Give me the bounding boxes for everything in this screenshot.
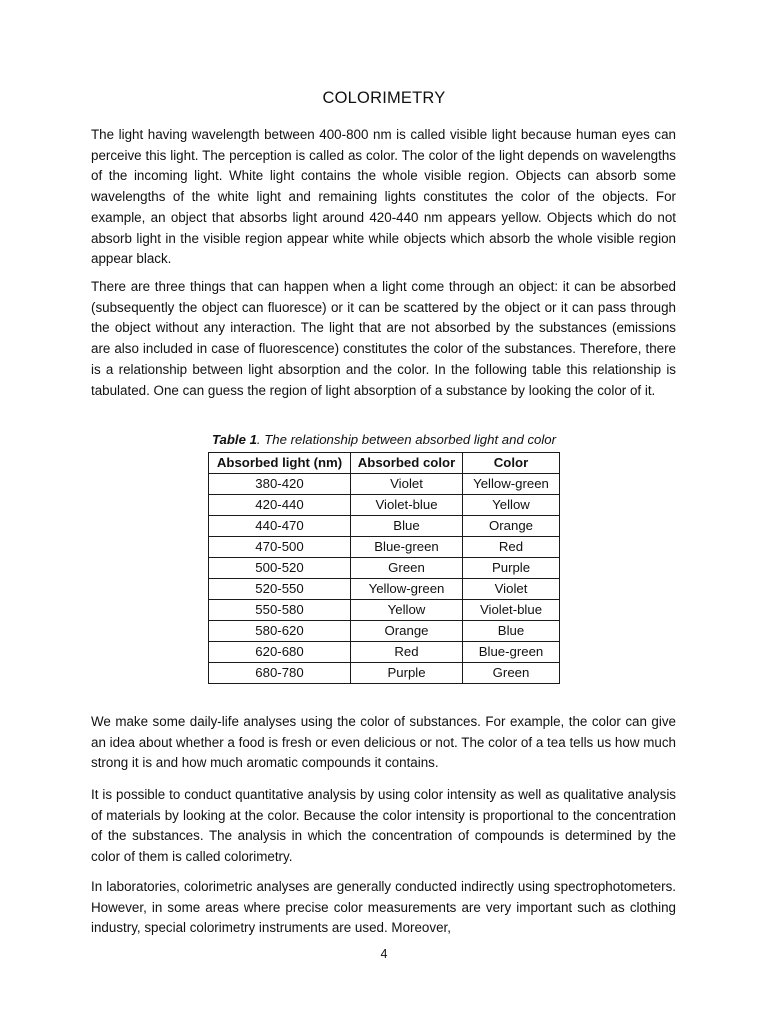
paragraph-laboratories: In laboratories, colorimetric analyses are generally conducted indirectly using spectrophotometers. However, in some areas where precise color measurements are very important such as clothing industry, special colorimetry instruments are used. Moreover, <box>91 879 676 936</box>
table-row <box>209 663 560 684</box>
table-caption <box>0 432 768 447</box>
paragraph-quantitative-analysis: It is possible to conduct quantitative analysis by using color intensity as well as qualitative analysis of materials by looking at the color. Because the color intensity is proportional to the concentration of the substances. The analysis in which the concentration of compounds is determined by the color of them is called colorimetry. <box>91 787 676 865</box>
cell-absorbed-color: Violet-blue <box>351 495 463 516</box>
cell-absorbed-color: Violet <box>351 474 463 495</box>
table-row <box>209 474 560 495</box>
cell-absorbed-color: Blue-green <box>351 537 463 558</box>
header-color: Color <box>463 453 560 474</box>
cell-color: Purple <box>463 558 560 579</box>
absorption-color-table <box>208 452 560 684</box>
cell-color: Yellow-green <box>463 474 560 495</box>
table-row <box>209 600 560 621</box>
cell-absorbed-light: 580-620 <box>209 621 351 642</box>
cell-absorbed-light: 420-440 <box>209 495 351 516</box>
cell-color: Violet-blue <box>463 600 560 621</box>
cell-absorbed-color: Blue <box>351 516 463 537</box>
cell-color: Violet <box>463 579 560 600</box>
cell-absorbed-light: 550-580 <box>209 600 351 621</box>
table-caption-label: Table 1 <box>211 432 257 447</box>
cell-absorbed-light: 440-470 <box>209 516 351 537</box>
table-row <box>209 579 560 600</box>
cell-absorbed-light: 500-520 <box>209 558 351 579</box>
cell-color: Red <box>463 537 560 558</box>
paragraph-daily-life: We make some daily-life analyses using the color of substances. For example, the color can give an idea about whether a food is fresh or even delicious or not. The color of a tea tells us how much strong it is and how much aromatic compounds it contains. <box>91 714 676 771</box>
header-absorbed-light: Absorbed light (nm) <box>209 453 351 474</box>
cell-absorbed-light: 380-420 <box>209 474 351 495</box>
cell-absorbed-color: Yellow-green <box>351 579 463 600</box>
table-row <box>209 558 560 579</box>
cell-absorbed-color: Red <box>351 642 463 663</box>
table-header-row <box>209 453 560 474</box>
table-row <box>209 537 560 558</box>
cell-absorbed-color: Yellow <box>351 600 463 621</box>
cell-absorbed-color: Orange <box>351 621 463 642</box>
header-absorbed-color: Absorbed color <box>351 453 463 474</box>
cell-absorbed-light: 470-500 <box>209 537 351 558</box>
cell-absorbed-color: Green <box>351 558 463 579</box>
cell-absorbed-light: 680-780 <box>209 663 351 684</box>
table-caption-text: . The relationship between absorbed light and color <box>256 432 557 447</box>
table-row <box>209 495 560 516</box>
cell-color: Blue <box>463 621 560 642</box>
page-number: 4 <box>380 947 388 961</box>
cell-color: Green <box>463 663 560 684</box>
cell-absorbed-color: Purple <box>351 663 463 684</box>
cell-color: Orange <box>463 516 560 537</box>
cell-absorbed-light: 620-680 <box>209 642 351 663</box>
cell-absorbed-light: 520-550 <box>209 579 351 600</box>
table-row <box>209 516 560 537</box>
page-title: COLORIMETRY <box>322 89 446 107</box>
paragraph-light-interaction: There are three things that can happen when a light come through an object: it can be absorbed (subsequently the object can fluoresce) or it can be scattered by the object or it can pass through the object without any interaction. The light that are not absorbed by the substances (emissions are also included in case of fluorescence) constitutes the color of the substances. Therefore, there is a relationship between light absorption and the color. In the following table this relationship is tabulated. One can guess the region of light absorption of a substance by looking the color of it. <box>91 279 676 398</box>
table-row <box>209 642 560 663</box>
paragraph-visible-light: The light having wavelength between 400-800 nm is called visible light because human eyes can perceive this light. The perception is called as color. The color of the light depends on wavelengths of the incoming light. White light contains the whole visible region. Objects can absorb some wavelengths of the white light and remaining lights constitutes the color of the objects. For example, an object that absorbs light around 420-440 nm appears yellow. Objects which do not absorb light in the visible region appear white while objects which absorb the whole visible region appear black. <box>91 127 676 267</box>
table-row <box>209 621 560 642</box>
cell-color: Blue-green <box>463 642 560 663</box>
cell-color: Yellow <box>463 495 560 516</box>
